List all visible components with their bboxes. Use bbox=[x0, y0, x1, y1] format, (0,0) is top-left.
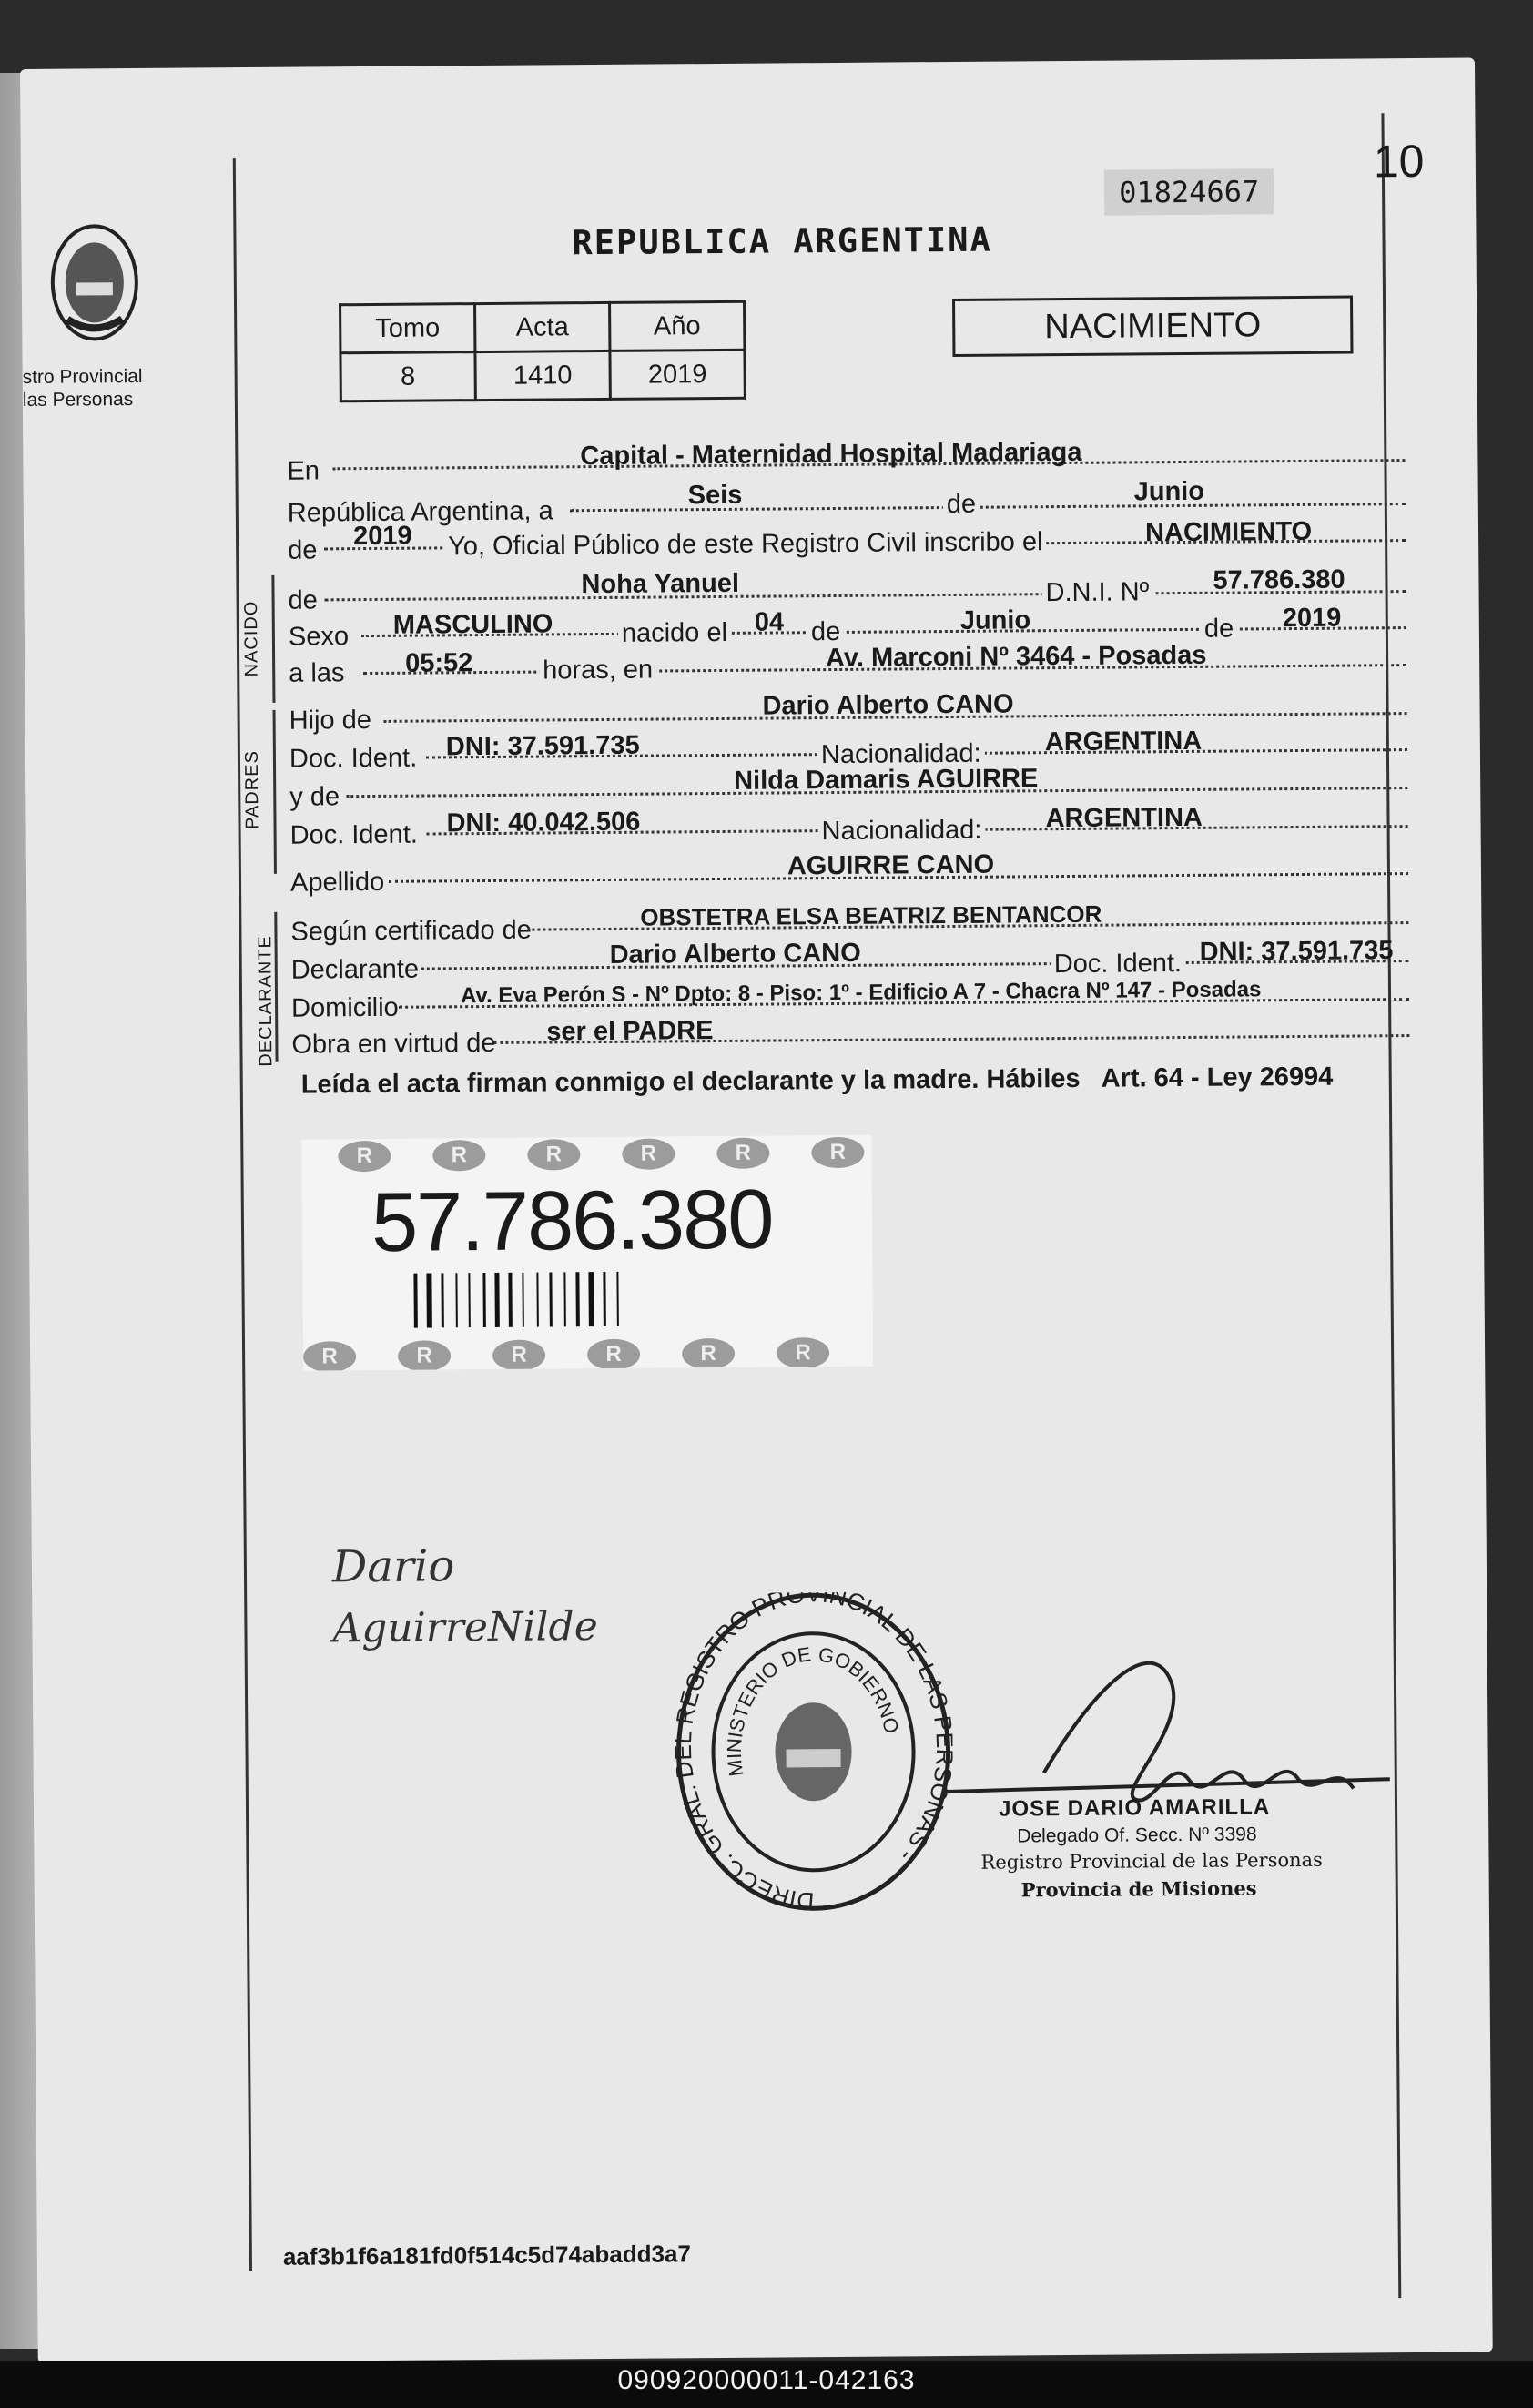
page-number: 10 bbox=[1373, 135, 1425, 188]
barcode-bar bbox=[575, 1272, 579, 1326]
table-header-anio: Año bbox=[610, 301, 745, 351]
label-nac2: Nacionalidad: bbox=[817, 816, 985, 847]
barcode-bar bbox=[413, 1274, 417, 1328]
barcode-bar bbox=[468, 1273, 470, 1327]
label-de-nombre: de bbox=[288, 585, 318, 615]
barcode-bar bbox=[616, 1272, 618, 1326]
official-title: Delegado Of. Secc. Nº 3398 bbox=[1017, 1824, 1257, 1847]
signature-line-1: Dario bbox=[331, 1540, 455, 1593]
barcode-bar bbox=[482, 1273, 485, 1327]
value-nombre: Noha Yanuel bbox=[581, 568, 740, 600]
table-value-anio: 2019 bbox=[610, 350, 745, 399]
label-de-mid: de bbox=[943, 490, 980, 520]
value-nac-dia: 04 bbox=[754, 607, 785, 637]
document-hash: aaf3b1f6a181fd0f514c5d74abadd3a7 bbox=[282, 2240, 692, 2271]
value-nac-anio: 2019 bbox=[1282, 603, 1342, 634]
barcode-bar bbox=[522, 1273, 523, 1327]
stamp-seal-icon bbox=[674, 1591, 954, 1916]
value-apellido: AGUIRRE CANO bbox=[787, 849, 995, 881]
value-padre-doc: DNI: 37.591.735 bbox=[445, 730, 640, 762]
document-page bbox=[20, 57, 1493, 2362]
value-mes: Junio bbox=[1133, 476, 1205, 507]
r-logo-icon: R bbox=[587, 1339, 640, 1370]
label-doc-declarante: Doc. Ident. bbox=[1051, 949, 1186, 980]
page-title: REPUBLICA ARGENTINA bbox=[572, 219, 992, 263]
label-domicilio: Domicilio bbox=[290, 992, 399, 1023]
barcode-bar bbox=[563, 1272, 565, 1326]
value-madre-doc: DNI: 40.042.506 bbox=[446, 807, 641, 838]
r-logo-icon: R bbox=[527, 1139, 580, 1170]
value-declarante: Dario Alberto CANO bbox=[609, 938, 861, 970]
value-padre-nac: ARGENTINA bbox=[1044, 726, 1203, 757]
handwritten-signature-left bbox=[332, 1539, 598, 1651]
barcode-bar bbox=[441, 1273, 443, 1327]
provincial-seal bbox=[48, 218, 140, 347]
barcode-bar bbox=[603, 1272, 605, 1326]
svg-text:MINISTERIO DE GOBIERNO: MINISTERIO DE GOBIERNO bbox=[722, 1642, 904, 1778]
r-logo-icon: R bbox=[492, 1340, 545, 1371]
r-logo-icon: R bbox=[682, 1338, 735, 1369]
label-obra: Obra en virtud de bbox=[291, 1028, 496, 1060]
left-margin-line bbox=[233, 158, 252, 2271]
label-de3: de bbox=[1201, 615, 1238, 645]
r-logo-icon: R bbox=[622, 1138, 675, 1169]
value-hora: 05:52 bbox=[405, 648, 473, 678]
value-anio: 2019 bbox=[352, 521, 412, 552]
r-logo-icon: R bbox=[398, 1340, 451, 1370]
barcode bbox=[413, 1271, 759, 1328]
value-obra: ser el PADRE bbox=[546, 1016, 714, 1047]
barcode-bar bbox=[536, 1273, 538, 1327]
barcode-bar bbox=[426, 1273, 431, 1327]
label-yde: y de bbox=[289, 782, 340, 812]
side-label-declarante: DECLARANTE bbox=[255, 935, 277, 1067]
barcode-bar bbox=[588, 1272, 594, 1326]
table-header-tomo: Tomo bbox=[340, 304, 475, 353]
r-logo-icon: R bbox=[777, 1337, 829, 1368]
value-certificado: OBSTETRA ELSA BEATRIZ BENTANCOR bbox=[640, 899, 1102, 931]
misiones-emblem-icon bbox=[48, 218, 140, 347]
signature-line-2: AguirreNilde bbox=[332, 1603, 598, 1652]
registry-table bbox=[339, 300, 746, 403]
table-value-tomo: 8 bbox=[340, 352, 475, 401]
value-dia: Seis bbox=[687, 480, 743, 511]
r-logo-icon: R bbox=[432, 1140, 485, 1171]
label-a-las: a las bbox=[289, 658, 345, 688]
closing-statement: Leída el acta firman conmigo el declarante y la madre. Hábiles Art. 64 - Ley 26994 bbox=[300, 1062, 1334, 1100]
side-label-nacido: NACIDO bbox=[240, 600, 262, 677]
value-padre: Dario Alberto CANO bbox=[762, 689, 1014, 721]
r-logo-icon: R bbox=[303, 1341, 356, 1370]
side-label-padres: PADRES bbox=[241, 750, 263, 829]
label-yo: Yo, Oficial Público de este Registro Civil inscribo el bbox=[444, 527, 1047, 562]
label-de-anio: de bbox=[288, 535, 318, 565]
value-direccion: Av. Marconi Nº 3464 - Posadas bbox=[825, 640, 1207, 674]
r-logo-icon: R bbox=[338, 1141, 391, 1172]
seal-caption-2: las Personas bbox=[22, 389, 134, 411]
value-domicilio: Av. Eva Perón S - Nº Dpto: 8 - Piso: 1º - Edificio A 7 - Chacra Nº 147 - Posadas bbox=[460, 977, 1262, 1009]
table-header-acta: Acta bbox=[475, 302, 610, 351]
official-stamp bbox=[674, 1591, 954, 1916]
r-logo-icon: R bbox=[716, 1138, 769, 1169]
barcode-bar bbox=[549, 1272, 552, 1326]
label-dni: D.N.I. Nº bbox=[1041, 577, 1152, 608]
barcode-bar bbox=[508, 1273, 512, 1327]
official-province: Provincia de Misiones bbox=[1020, 1876, 1257, 1902]
official-name: JOSE DARIO AMARILLA bbox=[998, 1794, 1271, 1822]
label-en: En bbox=[287, 456, 320, 486]
sticker-dni-number: 57.786.380 bbox=[371, 1173, 773, 1270]
value-lugar: Capital - Maternidad Hospital Madariaga bbox=[580, 437, 1082, 472]
value-sexo: MASCULINO bbox=[392, 609, 553, 640]
label-de2: de bbox=[807, 617, 845, 647]
serial-number: 01824667 bbox=[1104, 168, 1274, 215]
table-value-acta: 1410 bbox=[475, 351, 610, 400]
label-segun: Según certificado de bbox=[290, 915, 532, 947]
bottom-code: 090920000011-042163 bbox=[617, 2365, 916, 2395]
label-sexo: Sexo bbox=[288, 622, 350, 652]
barcode-bar bbox=[494, 1273, 499, 1327]
svg-text:DIRECC. GRAL. DEL REGISTRO PRO: DIRECC. GRAL. DEL REGISTRO PROVINCIAL DE LAS PERSONAS - bbox=[674, 1591, 954, 1915]
label-horas: horas, en bbox=[539, 655, 656, 686]
value-madre: Nilda Damaris AGUIRRE bbox=[734, 764, 1039, 796]
barcode-bar bbox=[455, 1273, 457, 1327]
label-apellido: Apellido bbox=[289, 867, 385, 898]
r-logo-icon: R bbox=[811, 1137, 864, 1168]
dni-sticker bbox=[301, 1135, 873, 1371]
label-republica: República Argentina, a bbox=[287, 496, 553, 528]
right-margin-line bbox=[1381, 113, 1401, 2298]
seal-caption-1: stro Provincial bbox=[22, 365, 143, 388]
value-tipo: NACIMIENTO bbox=[1144, 516, 1313, 548]
label-doc2: Doc. Ident. bbox=[289, 819, 418, 850]
record-type-box: NACIMIENTO bbox=[952, 296, 1353, 357]
value-nac-mes: Junio bbox=[959, 605, 1031, 635]
value-dni: 57.786.380 bbox=[1213, 564, 1345, 595]
value-madre-nac: ARGENTINA bbox=[1045, 802, 1203, 834]
value-declarante-doc: DNI: 37.591.735 bbox=[1199, 936, 1394, 967]
label-nac1: Nacionalidad: bbox=[817, 739, 985, 770]
label-declarante: Declarante bbox=[290, 954, 420, 985]
label-hijo: Hijo de bbox=[289, 705, 372, 736]
official-registry: Registro Provincial de las Personas bbox=[980, 1848, 1323, 1874]
label-nacido: nacido el bbox=[618, 618, 731, 649]
label-doc1: Doc. Ident. bbox=[289, 743, 418, 774]
